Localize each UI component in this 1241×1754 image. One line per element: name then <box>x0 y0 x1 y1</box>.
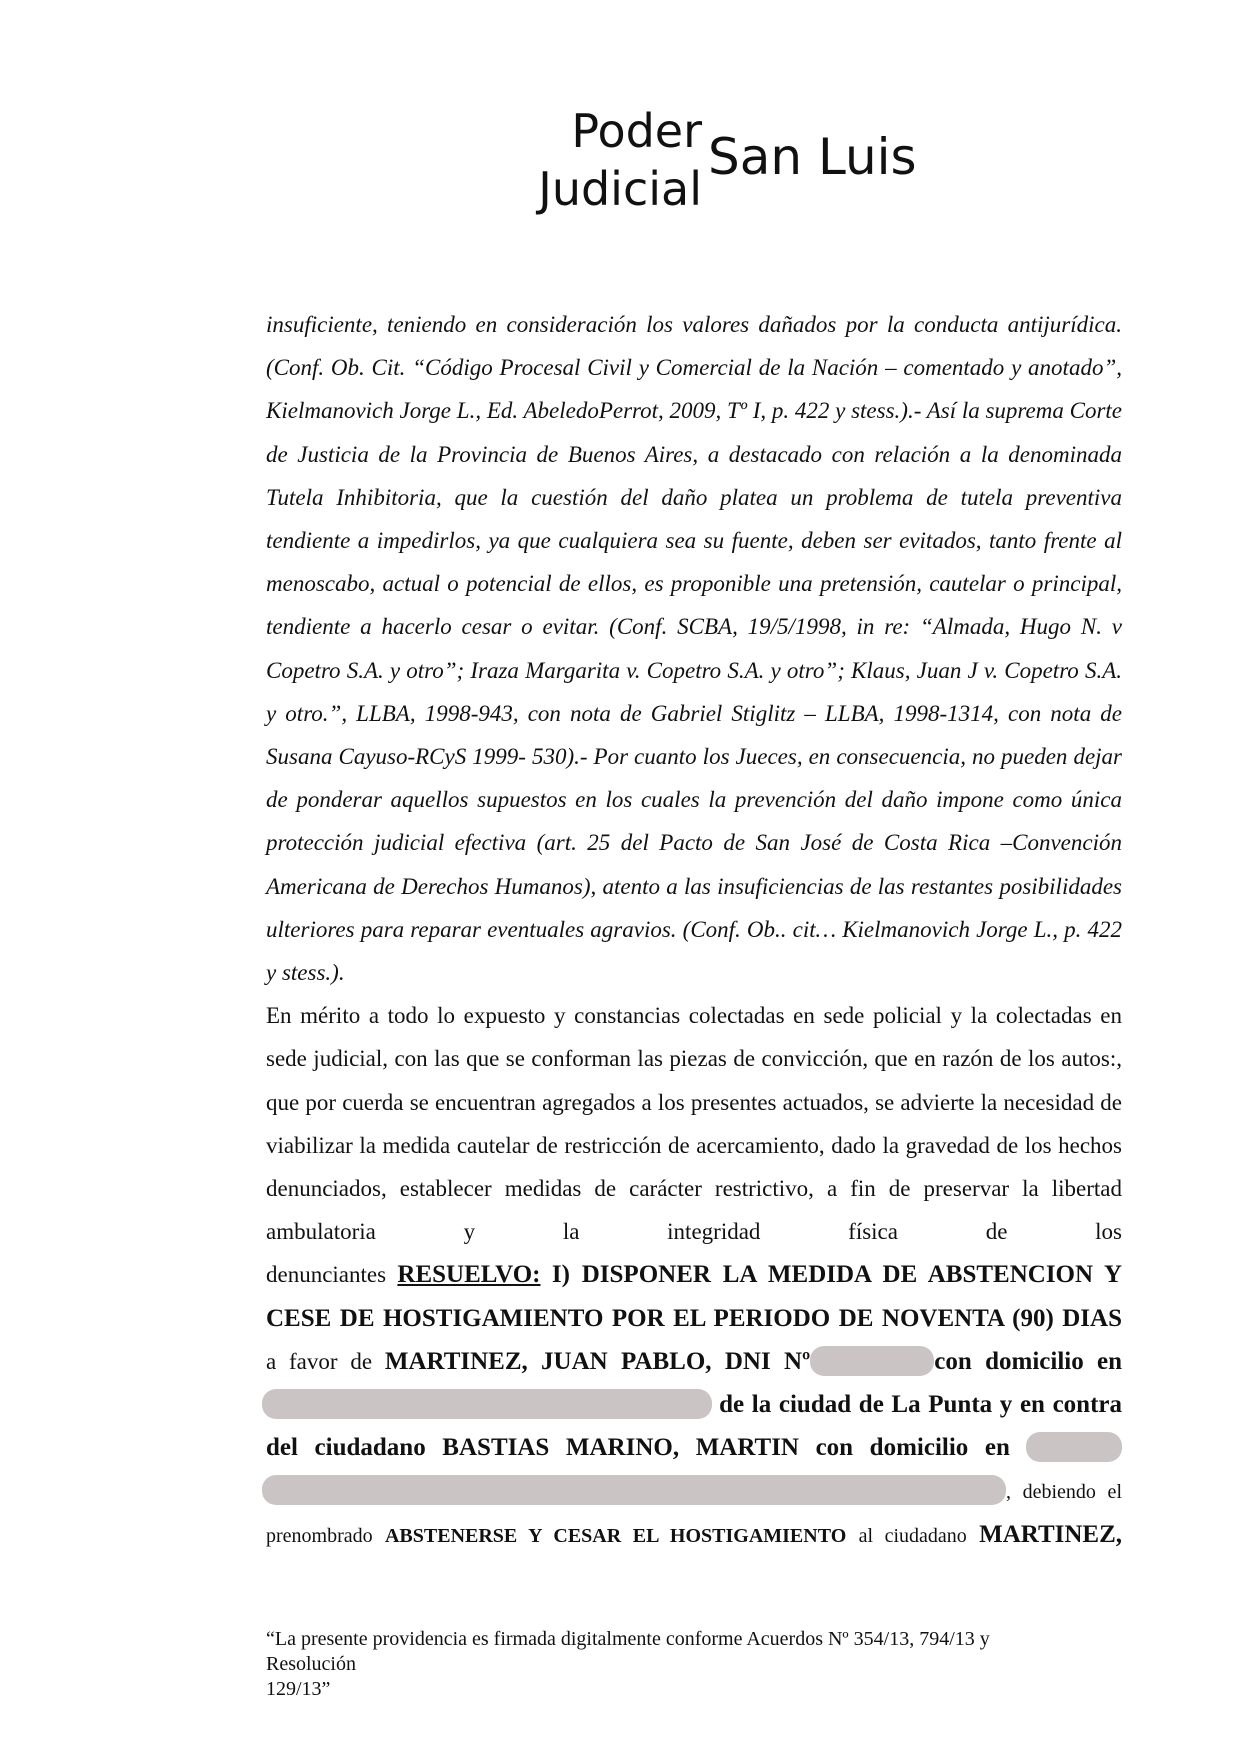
regular-paragraph: En mérito a todo lo expuesto y constancias colectadas en sede policial y la colectadas en sede judicial, con las que se conforman las piezas de convicción, que en razón de los autos:, que por cuerda se encuentran agregados a los presentes actuados, se advierte la necesidad de viabilizar la medida cautelar de restricción de acercamiento, dado la gravedad de los hechos denunciados, establecer medidas de carácter restrictivo, a fin de preservar la libertad ambulatoria y la integridad física de los <box>266 1003 1122 1245</box>
letterhead-judicial: Judicial <box>538 162 702 216</box>
disponer-text-1: I) DISPONER LA MEDIDA DE ABSTENCION Y <box>551 1261 1123 1289</box>
resuelvo-heading: RESUELVO: <box>397 1261 541 1289</box>
beneficiary-name-dni: MARTINEZ, JUAN PABLO, DNI Nº <box>384 1347 811 1375</box>
digital-signature-footer <box>266 1627 1086 1702</box>
letterhead-poder: Poder <box>571 104 702 158</box>
redacted-address-1 <box>262 1389 712 1419</box>
a-favor-line <box>266 1340 1122 1383</box>
prenombrado-text: prenombrado <box>266 1524 373 1547</box>
abstenerse-line <box>266 1513 1122 1556</box>
abstenerse-text: ABSTENERSE Y CESAR EL HOSTIGAMIENTO <box>384 1524 847 1547</box>
italic-citation-paragraph: insuficiente, teniendo en consideración los valores dañados por la conducta antijurídica. (Conf. Ob. Cit. “Código Procesal Civil y Comercial de la Nación – comentado y anotado”, Kielmanovich Jorge L., Ed. AbeledoPerrot, 2009, Tº I, p. 422 y stess.).- Así la suprema Corte de Justicia de la Provincia de Buenos Aires, a destacado con relación a la denominada Tutela Inhibitoria, que la cuestión del daño platea un problema de tutela preventiva tendiente a impedirlos, ya que cualquiera sea su fuente, deben ser evitados, tanto frente al menoscabo, actual o potencial de ellos, es proponible una pretensión, cautelar o principal, tendiente a hacerlo cesar o evitar. (Conf. SCBA, 19/5/1998, in re: “Almada, Hugo N. v Copetro S.A. y otro”; Iraza Margarita v. Copetro S.A. y otro”; Klaus, Juan J v. Copetro S.A. y otro.”, LLBA, 1998-943, con nota de Gabriel Stiglitz – LLBA, 1998-1314, con nota de Susana Cayuso-RCyS 1999- 530).- Por cuanto los Jueces, en consecuencia, no pueden dejar de ponderar aquellos supuestos en los cuales la prevención del daño impone como única protección judicial efectiva (art. 25 del Pacto de San José de Costa Rica –Convención Americana de Derechos Humanos), atento a las insuficiencias de las restantes posibilidades ulteriores para reparar eventuales agravios. (Conf. Ob.. cit… Kielmanovich Jorge L., p. 422 y stess.). <box>266 312 1122 986</box>
letterhead-left <box>538 102 702 218</box>
al-ciudadano-text: al ciudadano <box>858 1524 967 1547</box>
document-body <box>266 303 1122 1556</box>
denunciantes-text: denunciantes <box>266 1262 387 1288</box>
footer-line-3: 129/13” <box>266 1678 331 1700</box>
footer-line-1: “La presente providencia es firmada digitalmente conforme Acuerdos Nº 354/13, 794/13 y <box>266 1628 990 1650</box>
footer-line-2: Resolución <box>266 1653 356 1675</box>
redacted-address-3 <box>262 1475 1006 1505</box>
redacted-dni <box>810 1346 934 1376</box>
letterhead <box>400 98 960 228</box>
a-favor-text: a favor de <box>266 1348 373 1374</box>
redacted-address-2 <box>1026 1432 1122 1462</box>
resuelvo-line <box>266 1253 1122 1296</box>
address-line-1 <box>266 1383 1122 1426</box>
address-line-2 <box>266 1469 1122 1512</box>
defendant-line <box>266 1426 1122 1469</box>
disponer-line-2: CESE DE HOSTIGAMIENTO POR EL PERIODO DE NOVENTA (90) DIAS <box>266 1304 1122 1332</box>
debiendo-text: , debiendo el <box>1006 1481 1122 1504</box>
martinez-text: MARTINEZ, <box>979 1520 1123 1548</box>
letterhead-san-luis: San Luis <box>708 128 917 186</box>
con-domicilio-text-1: con domicilio en <box>934 1347 1123 1375</box>
defendant-text: del ciudadano BASTIAS MARINO, MARTIN con domicilio en <box>266 1434 1010 1462</box>
ciudad-text: de la ciudad de La Punta y en contra <box>719 1391 1123 1419</box>
